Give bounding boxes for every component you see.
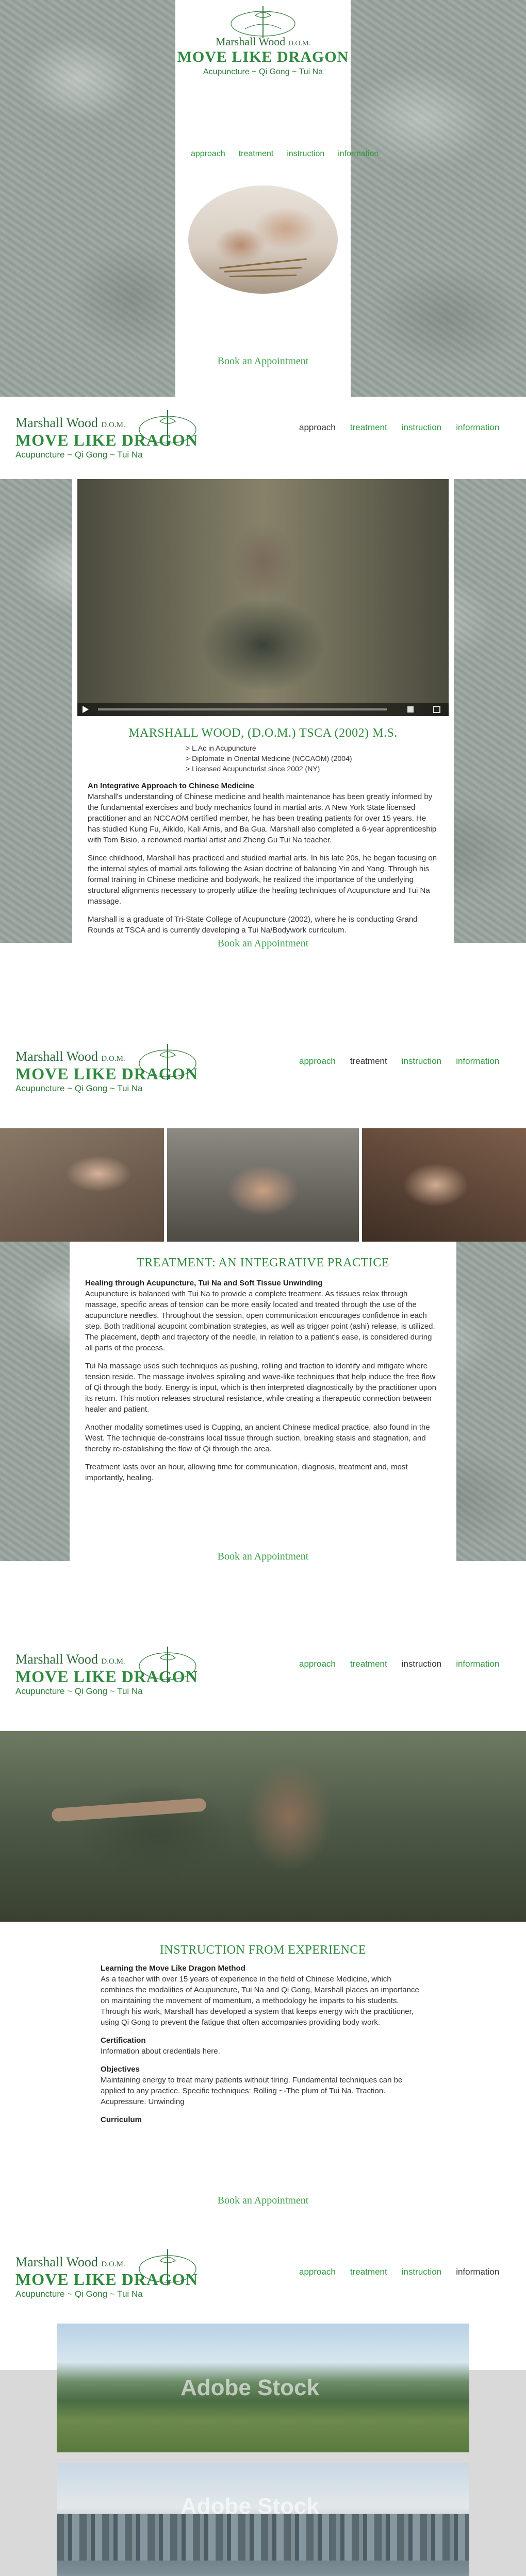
nav-approach[interactable]: approach [299,1056,336,1066]
home-brand-title: MOVE LIKE DRAGON [177,48,349,65]
treatment-paragraph: Treatment lasts over an hour, allowing time for communication, diagnosis, treatment and, most importantly, healing. [85,1463,408,1482]
approach-section [0,397,526,979]
treatment-card [70,1242,456,1582]
credential-item: > L.Ac in Acupuncture [186,744,256,752]
nav-approach[interactable]: approach [191,149,225,158]
adirondacks-photo [57,2324,469,2452]
nav-information[interactable]: information [456,422,500,432]
instruction-nav [299,1659,499,1669]
treatment-brand-title: MOVE LIKE DRAGON [15,1064,198,1083]
brand-name: Marshall Wood [216,35,286,48]
about-heading: An Integrative Approach to Chinese Medicine [88,782,254,790]
dragon-logo-icon [134,407,201,448]
brand-name: Marshall Wood [15,1652,98,1667]
home-circle-photo [188,185,338,294]
nyc-photo [57,2463,469,2576]
credential-item: > Licensed Acupuncturist since 2002 (NY) [186,765,320,773]
adobe-stock-watermark: Adobe Stock [180,2375,319,2400]
credential-text: Licensed Acupuncturist since 2002 (NY) [192,765,320,773]
nav-approach[interactable]: approach [299,422,336,432]
brand-credential: D.O.M. [101,1657,125,1666]
brand-name: Marshall Wood [15,1049,98,1064]
objectives-text: Maintaining energy to treat many patients without tiring. Fundamental techniques can be applied to any practice. Specific techniques: Rolling ~-The plum of Tui Na. Traction. Acupressure. Unwinding [101,2076,403,2106]
video-player[interactable] [77,479,449,716]
home-nav [191,149,379,159]
treatment-photo-2 [167,1128,359,1242]
dragon-logo-icon [134,1041,201,1082]
nav-treatment[interactable]: treatment [350,1659,387,1669]
instruction-photo [0,1731,526,1922]
nav-treatment[interactable]: treatment [350,1056,387,1066]
treatment-paragraph: Acupuncture is balanced with Tui Na to provide a complete treatment. As tissues relax through massage, specific areas of tension can be more easily located and treated through the use of the acupuncture needles. Throughout the session, open communication encourages confidence in each step. Both traditional acupoint combination strategies, as well as trigger point (ashi) release, is utilized. The placement, depth and trajectory of the needle, in relation to a patient's ease, is considered during all parts of the process. [85,1290,435,1352]
volume-icon[interactable] [407,706,414,713]
treatment-heading: Healing through Acupuncture, Tui Na and Soft Tissue Unwinding [85,1279,323,1287]
treatment-body [85,1278,441,1490]
nav-instruction[interactable]: instruction [401,2267,442,2277]
instruction-brand-title: MOVE LIKE DRAGON [15,1667,198,1686]
instruction-book-button[interactable]: Book an Appointment [217,2195,309,2206]
dragon-logo-icon [134,1643,201,1685]
treatment-brand-subtitle: Acupuncture ~ Qi Gong ~ Tui Na [15,1083,143,1093]
progress-bar[interactable] [98,708,387,710]
instruction-brand-subtitle: Acupuncture ~ Qi Gong ~ Tui Na [15,1686,143,1696]
nav-approach[interactable]: approach [299,2267,336,2277]
credentials-list [186,743,352,774]
treatment-paragraph: Another modality sometimes used is Cupping, an ancient Chinese medical practice, also found in the West. The technique de-constrains local tissue through suction, breaking stasis and stagnation, and thereby re-establishing the flow of Qi through the area. [85,1423,430,1453]
instruction-title: INSTRUCTION FROM EXPERIENCE [159,1943,367,1957]
information-brand-title: MOVE LIKE DRAGON [15,2270,198,2289]
home-book-button[interactable]: Book an Appointment [217,355,309,367]
approach-card [72,479,454,958]
about-body [88,781,438,943]
approach-brand-title: MOVE LIKE DRAGON [15,431,198,449]
needles-graphic-2 [224,267,302,273]
about-title: MARSHALL WOOD, (D.O.M.) TSCA (2002) M.S. [128,726,398,740]
needles-graphic-3 [229,275,297,277]
about-paragraph: Since childhood, Marshall has practiced and studied martial arts. In his late 20s, he began focusing on the internal styles of martial arts following the Asian doctrine of balancing Yin and Yang. Through his formal training in Chinese medicine and bodywork, he realized the importance of the underlying structural alignments necessary to properly utilize the healing techniques of Acupuncture and Tui Na massage. [88,854,437,906]
certification-heading: Certification [101,2036,146,2045]
brand-credential: D.O.M. [101,2260,125,2268]
treatment-photo-1 [0,1128,164,1242]
brand-credential: D.O.M. [288,40,310,47]
information-brand-subtitle: Acupuncture ~ Qi Gong ~ Tui Na [15,2289,143,2299]
treatment-nav [299,1056,499,1066]
nav-instruction[interactable]: instruction [401,1056,442,1066]
treatment-photo-3 [362,1128,526,1242]
brand-name: Marshall Wood [15,2255,98,2269]
home-brand-subtitle: Acupuncture ~ Qi Gong ~ Tui Na [203,67,323,76]
instruction-paragraph: As a teacher with over 15 years of experience in the field of Chinese Medicine, which combines the modalities of Acupuncture, Tui Na and Qi Gong, Marshall places an importance on maintaining the movement of momentum, a methodology he imparts to his students. Through his work, Marshall has developed a system that keeps energy with the practitioner, using Qi Gong to prevent the fatigue that often accompanies providing body work. [101,1975,419,2027]
about-paragraph: Marshall is a graduate of Tri-State College of Acupuncture (2002), where he is conducting Grand Rounds at TSCA and is currently developing a Tui Na/Bodywork curriculum. [88,915,418,935]
home-section [0,0,526,397]
credential-text: L.Ac in Acupuncture [192,744,256,752]
treatment-title: TREATMENT: AN INTEGRATIVE PRACTICE [137,1256,389,1269]
instruction-heading: Learning the Move Like Dragon Method [101,1964,245,1973]
nav-information[interactable]: information [456,1659,500,1669]
nav-treatment[interactable]: treatment [238,149,274,158]
approach-book-button[interactable]: Book an Appointment [217,938,309,949]
play-icon[interactable] [83,706,89,713]
brand-credential: D.O.M. [101,1055,125,1063]
credential-text: Diplomate in Oriental Medicine (NCCAOM) (2004) [192,754,352,762]
information-section [0,2236,526,2576]
treatment-paragraph: Tui Na massage uses such techniques as pushing, rolling and traction to identify and mitigate where tension reside. The massage involves spiraling and wave-like techniques that help induce the free flow of Qi through the body. Energy is input, which is then interpreted diagnostically by the practitioner upon its return. This motion releases structural resistance, while creating a therapeutic connection between healer and patient. [85,1362,436,1414]
nav-instruction[interactable]: instruction [401,1659,442,1669]
nav-information[interactable]: information [338,149,379,158]
home-card [175,0,379,397]
instruction-body [101,1963,425,2125]
nav-treatment[interactable]: treatment [350,422,387,432]
about-paragraph: Marshall's understanding of Chinese medicine and health maintenance has been greatly informed by the fundamental exercises and body mechanics found in martial arts. A New York State licensed practitioner and an NCCAOM certified member, he has been treating patients for over 15 years. He has studied Kung Fu, Aikido, Kali Arnis, and Ba Gua. Marshall also completed a 6-year apprenticeship with Tom Bisio, a renowned martial artist and Zheng Gu Tui Na teacher. [88,792,437,844]
nav-information[interactable]: information [456,1056,500,1066]
nav-information[interactable]: information [456,2267,500,2277]
brand-credential: D.O.M. [101,421,125,429]
skyline-graphic [57,2514,469,2561]
brand-name: Marshall Wood [15,415,98,430]
outstretched-hand-graphic [51,1798,206,1822]
nav-approach[interactable]: approach [299,1659,336,1669]
nav-treatment[interactable]: treatment [350,2267,387,2277]
nav-instruction[interactable]: instruction [287,149,325,158]
curriculum-heading: Curriculum [101,2115,142,2124]
treatment-book-button[interactable]: Book an Appointment [217,1551,309,1562]
certification-text: Information about credentials here. [101,2047,220,2056]
video-controls [77,703,449,716]
instruction-section [0,1633,526,2215]
objectives-heading: Objectives [101,2065,140,2074]
adobe-stock-watermark: Adobe Stock [180,2494,319,2519]
approach-brand-subtitle: Acupuncture ~ Qi Gong ~ Tui Na [15,450,143,460]
information-nav [299,2267,499,2277]
dragon-logo-icon [134,2246,201,2287]
nav-instruction[interactable]: instruction [401,422,442,432]
treatment-section [0,1030,526,1592]
fullscreen-icon[interactable] [433,706,440,713]
approach-nav [299,422,499,433]
home-brand-name [175,35,351,48]
credential-item: > Diplomate in Oriental Medicine (NCCAOM) (2004) [186,754,352,762]
